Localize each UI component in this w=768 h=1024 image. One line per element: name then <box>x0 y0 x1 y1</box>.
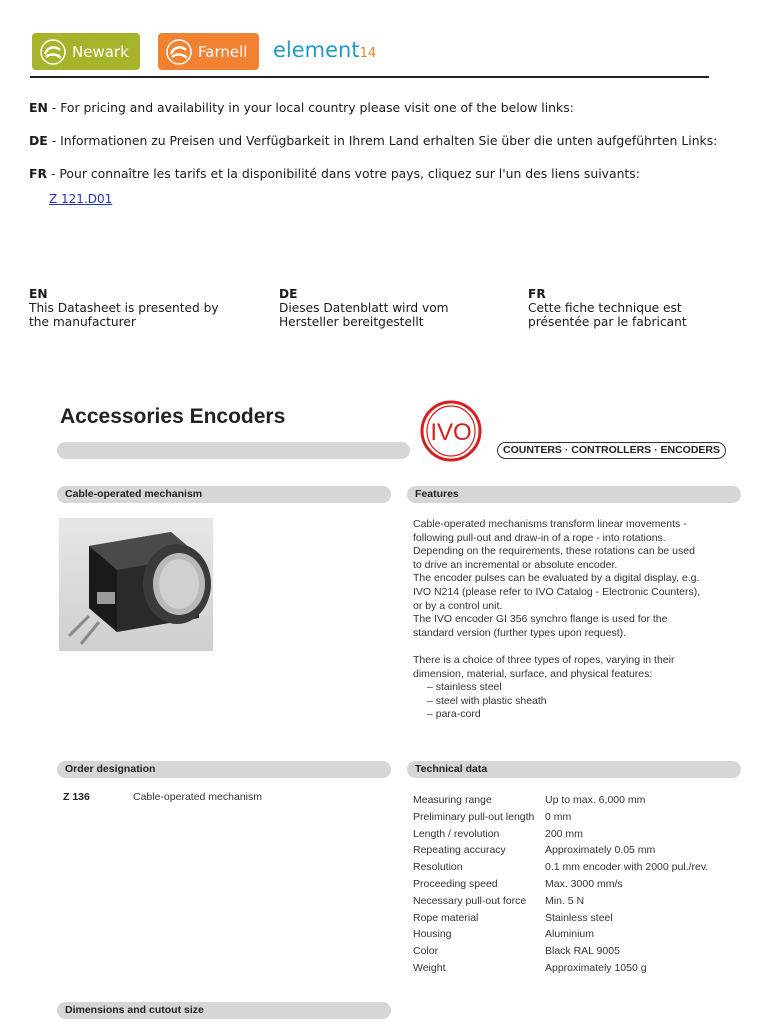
table-row <box>413 809 708 826</box>
tech-key: Necessary pull-out force <box>413 894 527 907</box>
element14-logo-text: element <box>273 38 360 62</box>
table-row <box>413 893 708 910</box>
tech-key: Length / revolution <box>413 827 500 840</box>
table-row <box>413 876 708 893</box>
features-line: The encoder pulses can be evaluated by a digital display, e.g. <box>413 572 700 585</box>
cable-mechanism-illustration <box>59 518 213 651</box>
spacer <box>413 640 733 654</box>
presented-en <box>29 287 239 329</box>
section-cable-mechanism: Cable-operated mechanism <box>57 486 391 503</box>
tech-value: Up to max. 6,000 mm <box>545 794 646 806</box>
tech-key: Weight <box>413 961 446 974</box>
ivo-logo-text: IVO <box>430 419 472 446</box>
presented-de-line1: Dieses Datenblatt wird vom <box>279 301 449 315</box>
tech-value: Approximately 0.05 mm <box>545 844 656 857</box>
newark-logo[interactable] <box>32 33 140 70</box>
presented-fr <box>528 287 738 329</box>
datasheet-link[interactable]: Z 121.D01 <box>49 192 113 206</box>
features-description <box>413 518 733 722</box>
section-order-designation: Order designation <box>57 761 391 778</box>
rope-type-item: – steel with plastic sheath <box>427 694 547 707</box>
table-row <box>413 926 708 943</box>
intro-de-code: DE <box>29 133 48 148</box>
presented-en-code: EN <box>29 287 48 301</box>
technical-data-table <box>413 792 708 977</box>
tech-key: Color <box>413 945 439 958</box>
ivo-logo-icon <box>420 400 482 462</box>
features-line: standard version (further types upon request). <box>413 626 627 639</box>
rope-type-item: – stainless steel <box>427 681 502 694</box>
header-divider <box>30 76 709 78</box>
order-code: Z 136 <box>63 791 90 803</box>
tech-value: Approximately 1050 g <box>545 961 647 974</box>
tech-key: Preliminary pull-out length <box>413 810 535 823</box>
table-row <box>413 960 708 977</box>
intro-fr-code: FR <box>29 166 48 181</box>
presented-fr-line1: Cette fiche technique est <box>528 301 682 315</box>
section-features: Features <box>407 486 741 503</box>
intro-fr-text: - Pour connaître les tarifs et la disponibilité dans votre pays, cliquez sur l'un des liens suivants: <box>47 166 640 181</box>
features-line: Cable-operated mechanisms transform linear movements - <box>413 518 687 530</box>
farnell-logo-text: Farnell <box>198 42 248 61</box>
tech-value: Min. 5 N <box>545 894 585 907</box>
tech-value: 0.1 mm encoder with 2000 pul./rev. <box>545 861 709 874</box>
order-description: Cable-operated mechanism <box>133 791 262 803</box>
intro-fr <box>29 166 640 181</box>
presented-fr-code: FR <box>528 287 546 301</box>
features-line: or by a control unit. <box>413 599 503 612</box>
rope-type-item: – para-cord <box>427 708 481 721</box>
presented-de-line2: Hersteller bereitgestellt <box>279 315 424 329</box>
intro-de <box>29 133 717 148</box>
tech-key: Housing <box>413 928 452 941</box>
presented-en-line2: the manufacturer <box>29 315 136 329</box>
table-row <box>413 910 708 927</box>
presented-fr-line2: présentée par le fabricant <box>528 315 687 329</box>
features-line: Depending on the requirements, these rotations can be used <box>413 545 695 558</box>
features-line: to drive an incremental or absolute encoder. <box>413 558 618 571</box>
table-row <box>413 842 708 859</box>
newark-logo-text: Newark <box>72 42 129 61</box>
element14-logo-number: 14 <box>359 46 377 61</box>
farnell-swirl-icon <box>166 39 192 65</box>
features-line: The IVO encoder GI 356 synchro flange is used for the <box>413 613 668 626</box>
features-line: following pull-out and draw-in of a rope - into rotations. <box>413 531 666 544</box>
presented-en-line1: This Datasheet is presented by <box>29 301 219 315</box>
features-line: dimension, material, surface, and physical features: <box>413 667 653 680</box>
table-row <box>413 792 708 809</box>
features-line: IVO N214 (please refer to IVO Catalog - Electronic Counters), <box>413 585 701 598</box>
title-bar <box>57 442 410 459</box>
farnell-logo[interactable] <box>158 33 259 70</box>
presented-de-code: DE <box>279 287 298 301</box>
tech-value: Max. 3000 mm/s <box>545 877 623 890</box>
tech-value: Aluminium <box>545 928 595 941</box>
features-line: There is a choice of three types of ropes, varying in their <box>413 653 675 666</box>
brand-tagline: COUNTERS · CONTROLLERS · ENCODERS <box>497 442 726 459</box>
tech-value: 200 mm <box>545 827 583 840</box>
presented-de <box>279 287 489 329</box>
tech-key: Proceeding speed <box>413 877 498 890</box>
intro-de-text: - Informationen zu Preisen und Verfügbarkeit in Ihrem Land erhalten Sie über die unten aufgeführten Links: <box>47 133 718 148</box>
product-image <box>59 518 213 651</box>
element14-logo[interactable] <box>273 38 376 62</box>
table-row <box>413 943 708 960</box>
section-technical-data: Technical data <box>407 761 741 778</box>
tech-value: 0 mm <box>545 810 572 823</box>
tech-key: Resolution <box>413 861 463 874</box>
newark-swirl-icon <box>40 39 66 65</box>
tech-key: Repeating accuracy <box>413 844 506 857</box>
tech-value: Stainless steel <box>545 911 613 924</box>
tech-key: Rope material <box>413 911 479 924</box>
datasheet-title: Accessories Encoders <box>60 405 286 428</box>
table-row <box>413 826 708 843</box>
tech-key: Measuring range <box>413 794 492 806</box>
intro-en-text: - For pricing and availability in your local country please visit one of the below links: <box>47 100 574 115</box>
intro-en-code: EN <box>29 100 48 115</box>
intro-en <box>29 100 574 115</box>
section-dimensions: Dimensions and cutout size <box>57 1002 391 1019</box>
table-row <box>413 859 708 876</box>
tech-value: Black RAL 9005 <box>545 945 620 958</box>
